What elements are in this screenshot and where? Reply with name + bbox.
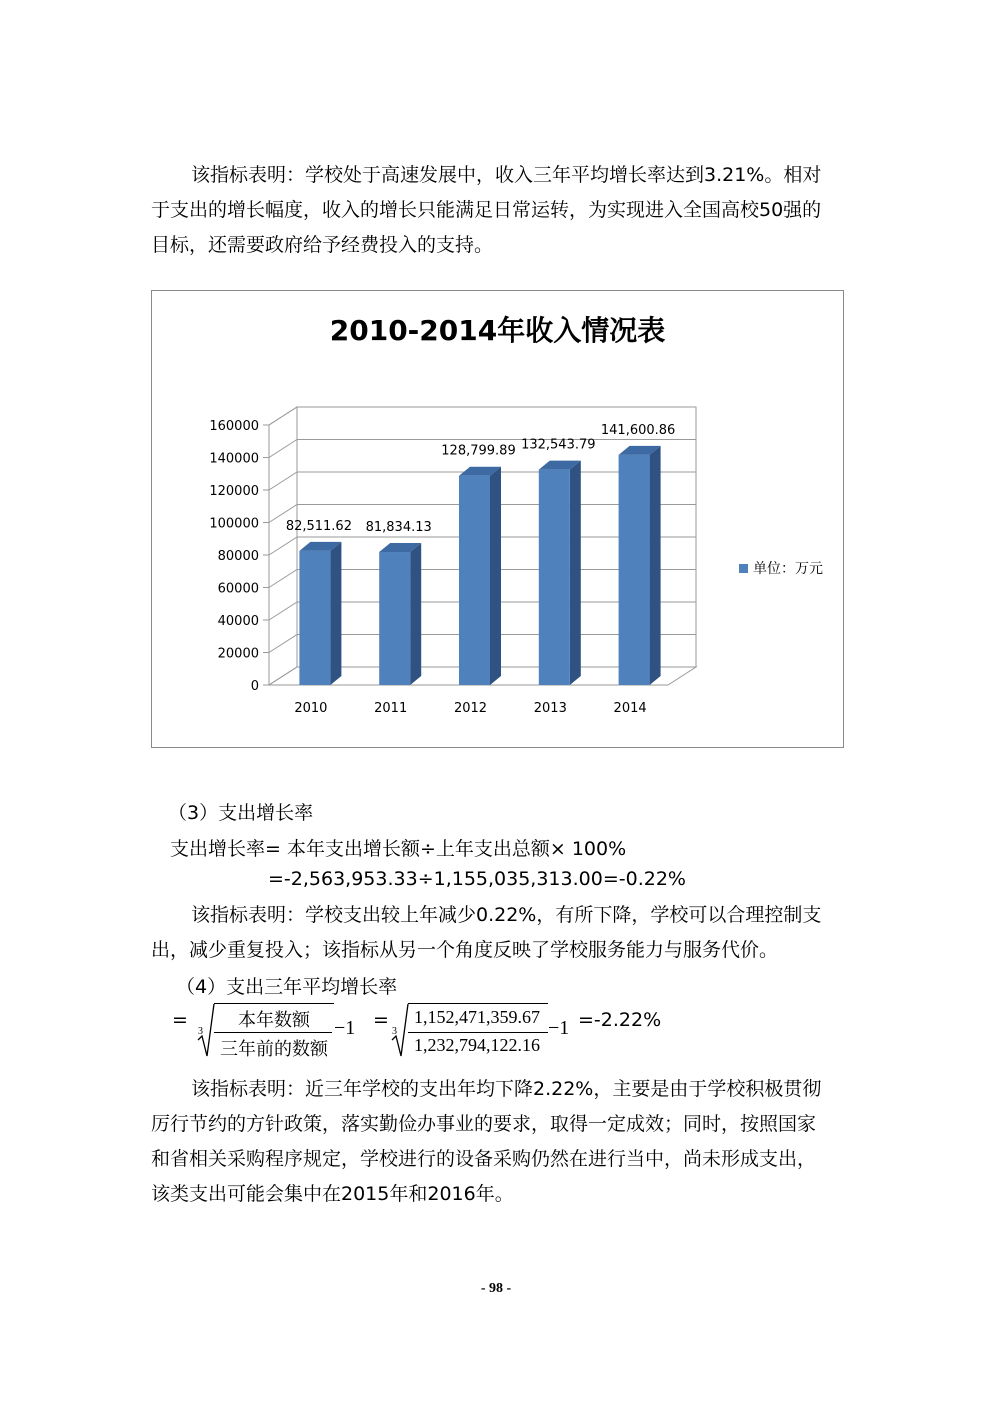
bar-side [330, 542, 341, 685]
legend-swatch [739, 564, 748, 573]
x-tick-label: 2013 [533, 701, 567, 716]
equals-sign: = [172, 1009, 188, 1031]
y-tick-label: 40000 [217, 614, 259, 629]
root-index-1: 3 [198, 1026, 203, 1037]
data-label: 132,543.79 [521, 437, 596, 453]
section-heading-4: （4）支出三年平均增长率 [176, 976, 398, 998]
bar [539, 470, 570, 685]
formula-calculation: =-2,563,953.33÷1,155,035,313.00=-0.22% [268, 868, 686, 890]
x-tick-label: 2010 [294, 701, 328, 716]
x-tick-label: 2011 [374, 701, 408, 716]
bar-side [570, 461, 581, 685]
equals-sign: = [373, 1009, 389, 1031]
fraction-2-numerator: 1,152,471,359.67 [414, 1007, 540, 1027]
root-index-2: 3 [392, 1026, 397, 1037]
income-chart [151, 290, 844, 748]
chart-title: 2010-2014年收入情况表 [329, 314, 666, 347]
paragraph-line: 目标，还需要政府给予经费投入的支持。 [151, 234, 494, 256]
paragraph-line: 该指标表明：学校支出较上年减少0.22%，有所下降，学校可以合理控制支 [191, 904, 822, 926]
equation-result: =-2.22% [578, 1009, 662, 1031]
legend-label: 单位：万元 [753, 561, 823, 577]
paragraph-line: 于支出的增长幅度，收入的增长只能满足日常运转，为实现进入全国高校50强的 [151, 199, 822, 221]
fraction-bar-1 [214, 1032, 332, 1033]
y-tick-label: 120000 [209, 484, 259, 499]
minus-one: −1 [548, 1017, 570, 1039]
paragraph-three-year-expense [151, 1072, 843, 1212]
root-vinculum-1 [214, 1003, 334, 1004]
data-label: 128,799.89 [441, 443, 516, 459]
y-tick-label: 20000 [217, 646, 259, 662]
page-number: - 98 - [480, 1281, 512, 1296]
paragraph-line: 厉行节约的方针政策，落实勤俭办事业的要求，取得一定成效；同时，按照国家 [151, 1113, 817, 1135]
bar-side [490, 467, 501, 685]
y-tick-label: 140000 [209, 451, 259, 467]
y-tick-label: 0 [250, 679, 259, 694]
chart-plot [152, 291, 843, 747]
paragraph-line: 该指标表明：学校处于高速发展中，收入三年平均增长率达到3.21%。相对 [191, 164, 822, 186]
data-label: 81,834.13 [365, 520, 432, 536]
section-heading-3: （3）支出增长率 [168, 802, 314, 824]
bar [299, 551, 330, 685]
paragraph-expense-growth [151, 898, 843, 968]
bar [459, 476, 490, 685]
paragraph-line: 出，减少重复投入；该指标从另一个角度反映了学校服务能力与服务代价。 [151, 939, 779, 961]
bar-side [410, 543, 421, 685]
fraction-1-numerator: 本年数额 [238, 1010, 310, 1031]
paragraph-income-growth [151, 158, 843, 263]
y-tick-label: 160000 [209, 419, 259, 434]
minus-one: −1 [334, 1017, 356, 1039]
paragraph-line: 该指标表明：近三年学校的支出年均下降2.22%，主要是由于学校积极贯彻 [191, 1078, 822, 1100]
fraction-2-denominator: 1,232,794,122.16 [414, 1035, 540, 1055]
data-label: 141,600.86 [600, 422, 676, 438]
y-tick-label: 60000 [217, 581, 259, 597]
x-tick-label: 2014 [613, 701, 647, 716]
paragraph-line: 该类支出可能会集中在2015年和2016年。 [151, 1183, 514, 1205]
bar [379, 552, 410, 685]
bar [619, 455, 650, 685]
fraction-1-denominator: 三年前的数额 [220, 1039, 328, 1060]
x-tick-label: 2012 [453, 701, 488, 716]
y-tick-label: 80000 [217, 549, 259, 564]
root-vinculum-2 [408, 1003, 548, 1004]
fraction-bar-2 [408, 1032, 548, 1033]
y-tick-label: 100000 [209, 516, 259, 532]
data-label: 82,511.62 [285, 518, 352, 534]
bar-side [650, 446, 661, 685]
paragraph-line: 和省相关采购程序规定，学校进行的设备采购仍然在进行当中，尚未形成支出， [151, 1148, 817, 1170]
formula-expense-growth: 支出增长率= 本年支出增长额÷上年支出总额× 100% [170, 838, 627, 860]
